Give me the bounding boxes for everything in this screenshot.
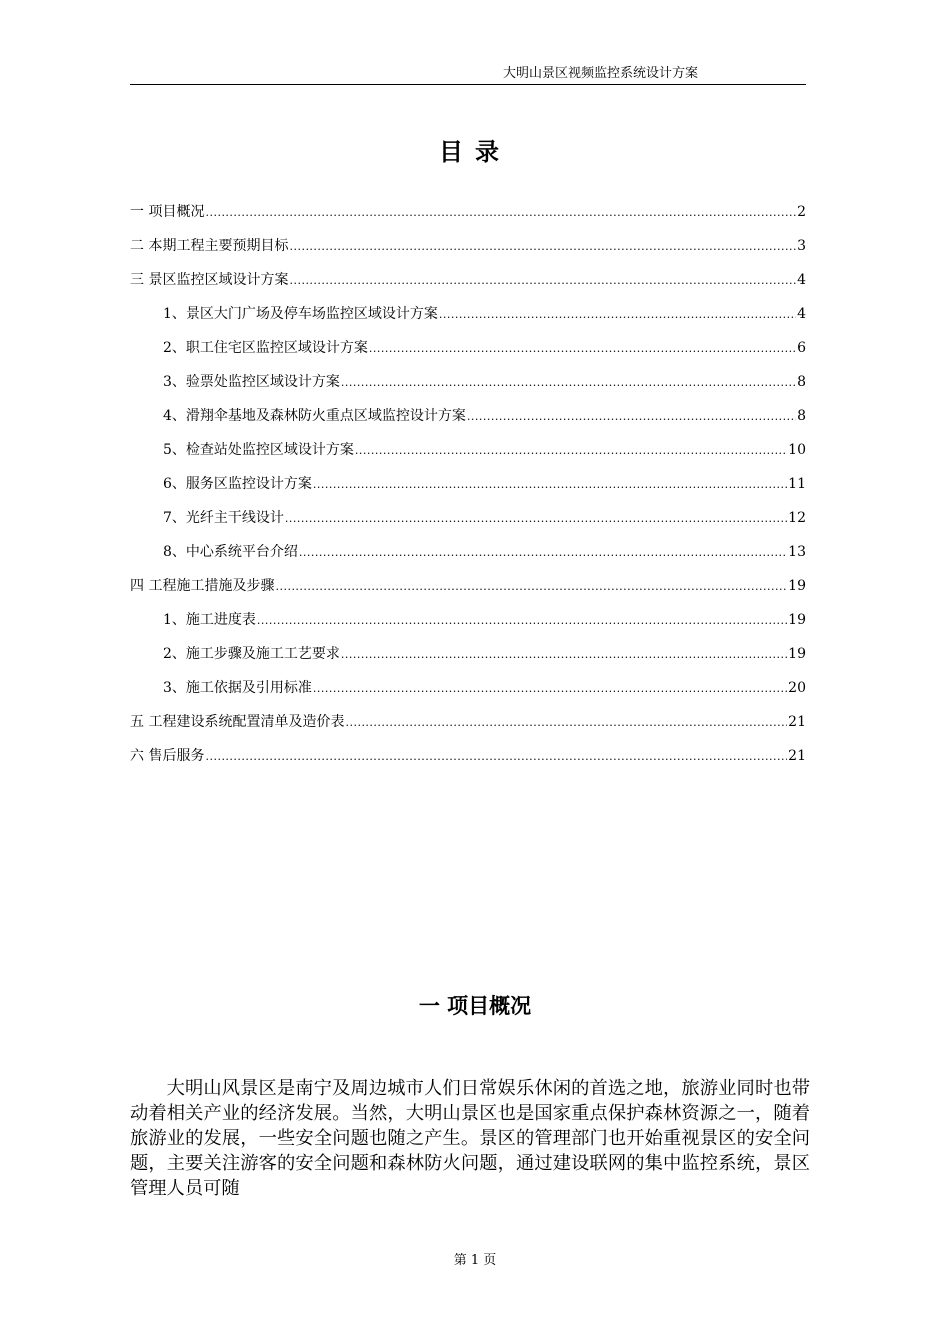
toc-entry-label: 8、中心系统平台介绍 — [163, 544, 298, 560]
toc-entry-label: 2、职工住宅区监控区域设计方案 — [163, 340, 368, 356]
toc-entry[interactable] — [130, 574, 806, 608]
toc-entry-page: 3 — [797, 238, 806, 254]
toc-entry[interactable] — [130, 676, 806, 710]
toc-leader-dots — [313, 473, 787, 497]
toc-leader-dots — [467, 405, 796, 429]
toc-entry[interactable] — [130, 642, 806, 676]
toc-entry-label: 3、施工依据及引用标准 — [163, 680, 312, 696]
toc-leader-dots — [285, 507, 787, 531]
toc-entry-page: 2 — [797, 204, 806, 220]
toc-leader-dots — [355, 439, 787, 463]
toc-entry-page: 13 — [788, 544, 806, 560]
toc-entry[interactable] — [130, 370, 806, 404]
toc-entry[interactable] — [130, 200, 806, 234]
toc-title: 目录 — [439, 137, 511, 166]
toc-entry-page: 19 — [788, 646, 806, 662]
toc-leader-dots — [257, 609, 787, 633]
toc-entry[interactable] — [130, 744, 806, 778]
toc-entry-label: 一 项目概况 — [130, 204, 205, 220]
toc-entry-page: 21 — [788, 748, 806, 764]
toc-leader-dots — [289, 269, 796, 293]
toc-leader-dots — [369, 337, 796, 361]
toc-entry[interactable] — [130, 506, 806, 540]
toc-entry-page: 10 — [788, 442, 806, 458]
toc-entry[interactable] — [130, 472, 806, 506]
toc-entry-page: 8 — [797, 408, 806, 424]
toc-entry-label: 4、滑翔伞基地及森林防火重点区域监控设计方案 — [163, 408, 466, 424]
header-title: 大明山景区视频监控系统设计方案 — [502, 66, 698, 81]
toc-entry-label: 7、光纤主干线设计 — [163, 510, 284, 526]
toc-entry[interactable] — [130, 608, 806, 642]
toc-entry-label: 2、施工步骤及施工工艺要求 — [163, 646, 340, 662]
toc-entry-label: 1、景区大门广场及停车场监控区域设计方案 — [163, 306, 438, 322]
toc-entry-label: 3、验票处监控区域设计方案 — [163, 374, 340, 390]
toc-entry[interactable] — [130, 404, 806, 438]
toc-entry-page: 8 — [797, 374, 806, 390]
toc-leader-dots — [289, 235, 796, 259]
toc-leader-dots — [439, 303, 796, 327]
toc-entry-label: 6、服务区监控设计方案 — [163, 476, 312, 492]
body-paragraph: 大明山风景区是南宁及周边城市人们日常娱乐休闲的首选之地，旅游业同时也带动着相关产业的经济发展。当然，大明山景区也是国家重点保护森林资源之一，随着旅游业的发展，一些安全问题也随之产生。景区的管理部门也开始重视景区的安全问题，主要关注游客的安全问题和森林防火问题，通过建设联网的集中监控系统，景区管理人员可随 — [130, 1078, 810, 1199]
toc-entry[interactable] — [130, 234, 806, 268]
toc-leader-dots — [299, 541, 787, 565]
toc-entry[interactable] — [130, 710, 806, 744]
toc-entry-page: 4 — [797, 306, 806, 322]
toc-entry[interactable] — [130, 336, 806, 370]
toc-entry[interactable] — [130, 302, 806, 336]
toc-entry-label: 六 售后服务 — [130, 748, 205, 764]
section-title: 一 项目概况 — [418, 993, 532, 1018]
toc-leader-dots — [341, 371, 796, 395]
table-of-contents — [130, 200, 806, 778]
page-header — [130, 66, 806, 85]
toc-entry-page: 6 — [797, 340, 806, 356]
toc-entry-label: 四 工程施工措施及步骤 — [130, 578, 275, 594]
toc-entry[interactable] — [130, 540, 806, 574]
toc-entry-page: 12 — [788, 510, 806, 526]
toc-entry-label: 三 景区监控区域设计方案 — [130, 272, 289, 288]
toc-leader-dots — [345, 711, 787, 735]
toc-leader-dots — [341, 643, 787, 667]
toc-entry-page: 21 — [788, 714, 806, 730]
page-number: 第 1 页 — [453, 1253, 497, 1268]
toc-entry-label: 五 工程建设系统配置清单及造价表 — [130, 714, 345, 730]
toc-entry-page: 11 — [788, 476, 806, 492]
toc-leader-dots — [275, 575, 787, 599]
toc-entry-label: 1、施工进度表 — [163, 612, 256, 628]
toc-entry[interactable] — [130, 438, 806, 472]
toc-entry-label: 二 本期工程主要预期目标 — [130, 238, 289, 254]
toc-entry-page: 19 — [788, 612, 806, 628]
toc-entry-label: 5、检查站处监控区域设计方案 — [163, 442, 354, 458]
toc-entry-page: 20 — [788, 680, 806, 696]
toc-entry-page: 4 — [797, 272, 806, 288]
toc-leader-dots — [313, 677, 787, 701]
toc-leader-dots — [205, 745, 787, 769]
toc-entry-page: 19 — [788, 578, 806, 594]
toc-entry[interactable] — [130, 268, 806, 302]
toc-leader-dots — [205, 201, 796, 225]
